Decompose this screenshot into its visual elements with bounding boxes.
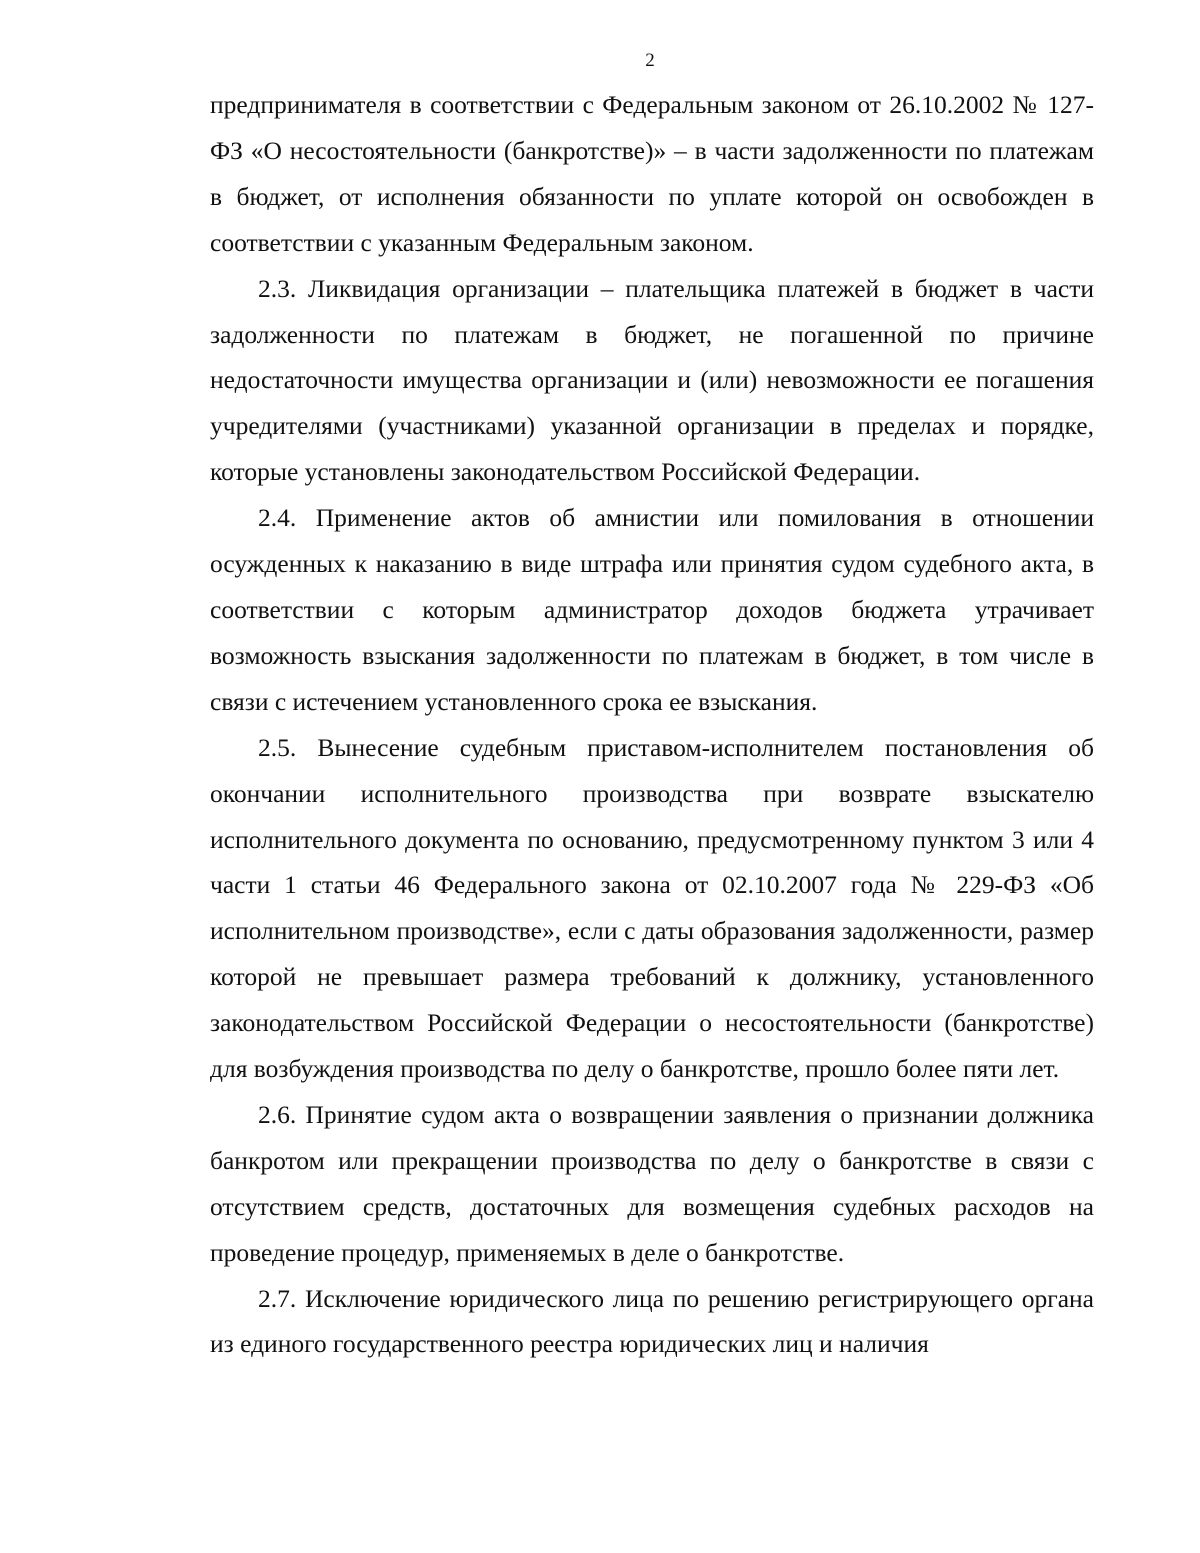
- page-number: 2: [645, 50, 655, 71]
- paragraph-item-2-4: 2.4. Применение актов об амнистии или помилования в отношении осужденных к наказанию в виде штрафа или принятия судом судебного акта, в соответствии с которым администратор доходов бюджета утрачивает возможность взыскания задолженности по платежам в бюджет, в том числе в связи с истечением установленного срока ее взыскания.: [210, 503, 1094, 716]
- paragraph-item-2-7: 2.7. Исключение юридического лица по решению регистрирующего органа из единого государственного реестра юридических лиц и наличия: [210, 1283, 1094, 1359]
- paragraph-item-2-3: 2.3. Ликвидация организации – плательщика платежей в бюджет в части задолженности по платежам в бюджет, не погашенной по причине недостаточности имущества организации и (или) невозможности ее погашения учредителями (участниками) указанной организации в пределах и порядке, которые установлены законодательством Российской Федерации.: [210, 273, 1094, 487]
- paragraph-item-2-6: 2.6. Принятие судом акта о возвращении заявления о признании должника банкротом или прекращении производства по делу о банкротстве в связи с отсутствием средств, достаточных для возмещения судебных расходов на проведение процедур, применяемых в деле о банкротстве.: [210, 1099, 1094, 1267]
- document-body: [210, 82, 1094, 1367]
- paragraph-item-2-5: 2.5. Вынесение судебным приставом-исполнителем постановления об окончании исполнительного производства при возврате взыскателю исполнительного документа по основанию, предусмотренному пунктом 3 или 4 части 1 статьи 46 Федерального закона от 02.10.2007 года № 229-ФЗ «Об исполнительном производстве», если с даты образования задолженности, размер которой не превышает размера требований к должнику, установленного законодательством Российской Федерации о несостоятельности (банкротстве) для возбуждения производства по делу о банкротстве, прошло более пяти лет.: [210, 732, 1094, 1084]
- paragraph-continuation: предпринимателя в соответствии с Федеральным законом от 26.10.2002 № 127-ФЗ «О несостоятельности (банкротстве)» – в части задолженности по платежам в бюджет, от исполнения обязанности по уплате которой он освобожден в соответствии с указанным Федеральным законом.: [210, 90, 1094, 257]
